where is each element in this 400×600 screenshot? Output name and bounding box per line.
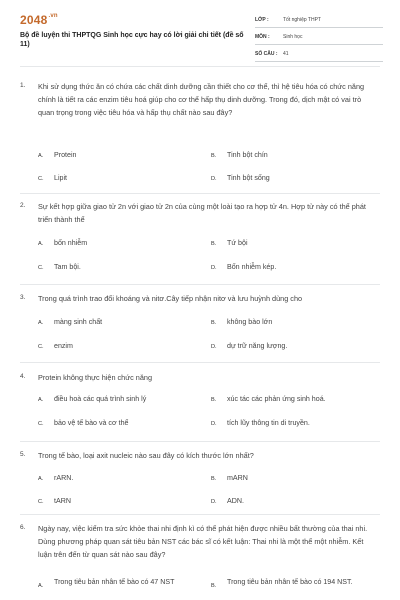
question-text: Trong quá trình trao đổi khoáng và nitơ.Cây tiếp nhận nitơ và lưu huỳnh dùng cho — [38, 294, 303, 303]
option-c[interactable] — [38, 418, 128, 430]
question-text: Ngày nay, việc kiểm tra sức khỏe thai nhi định kì có thể phát hiện được nhiều bất thường của thai nhi. Dùng phương pháp quan sát tiêu bản NST các bác sĩ có kết luận: Thai nhi là một thể một nhiễm. Kết luận trên đến từ quan sát nào sau đây? — [38, 524, 368, 559]
divider — [20, 66, 380, 67]
option-text: Tinh bột chín — [227, 151, 268, 159]
question-text: Trong tế bào, loại axit nucleic nào sau đây có kích thước lớn nhất? — [38, 451, 254, 460]
option-text: ADN. — [227, 497, 244, 505]
option-text: Bốn nhiễm kép. — [227, 263, 277, 271]
option-label: D. — [211, 344, 217, 350]
question-number: 2. — [20, 202, 26, 209]
option-c[interactable] — [38, 496, 71, 508]
logo-text: 2048 — [20, 13, 48, 27]
meta-value-count: 41 — [283, 51, 289, 57]
option-label: B. — [211, 153, 217, 159]
option-text: enzim — [54, 342, 73, 350]
option-label: A. — [38, 397, 44, 403]
option-a[interactable] — [38, 238, 87, 250]
option-d[interactable] — [211, 262, 276, 274]
option-c[interactable] — [38, 341, 73, 353]
meta-key: LỚP : — [255, 17, 269, 23]
site-logo[interactable] — [20, 13, 58, 27]
divider — [20, 441, 380, 442]
option-b[interactable] — [211, 577, 371, 592]
page-header — [0, 0, 400, 60]
option-label: C. — [38, 421, 44, 427]
option-label: B. — [211, 241, 217, 247]
option-c[interactable] — [38, 262, 81, 274]
option-text: Trong tiêu bản nhân tế bào có 194 NST. — [227, 578, 353, 586]
option-text: Tinh bột sống — [227, 174, 270, 182]
meta-key: SỐ CÂU : — [255, 51, 278, 57]
option-label: C. — [38, 265, 44, 271]
option-label: C. — [38, 499, 44, 505]
option-c[interactable] — [38, 173, 67, 185]
option-label: B. — [211, 476, 217, 482]
option-text: không bào lớn — [227, 318, 273, 326]
option-text: mARN — [227, 474, 248, 482]
meta-row-subject — [255, 31, 383, 45]
option-text: dự trữ năng lượng. — [227, 342, 288, 350]
meta-row-class — [255, 14, 383, 28]
option-text: xúc tác các phản ứng sinh hoá. — [227, 395, 326, 403]
option-a[interactable] — [38, 473, 73, 485]
option-label: D. — [211, 499, 217, 505]
divider — [20, 514, 380, 515]
option-label: A. — [38, 476, 44, 482]
option-a[interactable] — [38, 394, 146, 406]
option-label: D. — [211, 265, 217, 271]
option-text: bốn nhiễm — [54, 239, 88, 247]
question-number: 5. — [20, 451, 26, 458]
option-label: A. — [38, 241, 44, 247]
option-label: D. — [211, 421, 217, 427]
option-text: điều hoà các quá trình sinh lý — [54, 395, 147, 403]
divider — [20, 193, 380, 194]
option-text: Trong tiêu bản nhân tế bào có 47 NST — [54, 578, 175, 586]
option-a[interactable] — [38, 577, 198, 592]
option-text: Protein — [54, 151, 77, 159]
option-label: B. — [211, 583, 217, 589]
question-number: 3. — [20, 294, 26, 301]
meta-key: MÔN : — [255, 34, 270, 40]
option-b[interactable] — [211, 317, 272, 329]
option-b[interactable] — [211, 473, 248, 485]
question-number: 1. — [20, 82, 26, 89]
option-text: tích lũy thông tin di truyền. — [227, 419, 310, 427]
option-label: D. — [211, 176, 217, 182]
option-label: B. — [211, 397, 217, 403]
option-text: rARN. — [54, 474, 74, 482]
question-text: Khi sử dụng thức ăn có chứa các chất dinh dưỡng cần thiết cho cơ thể, thì hệ tiêu hóa có chức năng chính là tiết ra các enzim tiêu hoá giúp cho cơ thể hấp thụ dinh dưỡng. Trong đó, dịch mật có vai trò quan trọng trong việc tiêu hóa và hấp thụ chất nào sau đây? — [38, 82, 365, 117]
option-d[interactable] — [211, 341, 287, 353]
option-label: C. — [38, 344, 44, 350]
option-text: bảo vệ tế bào và cơ thể — [54, 419, 129, 427]
meta-panel — [255, 14, 383, 65]
question-text: Protein không thực hiện chức năng — [38, 373, 153, 382]
option-d[interactable] — [211, 173, 270, 185]
option-text: màng sinh chất — [54, 318, 103, 326]
option-label: A. — [38, 320, 44, 326]
document-title: Bộ đề luyện thi THPTQG Sinh học cực hay có lời giải chi tiết (đề số 11) — [20, 32, 244, 48]
option-a[interactable] — [38, 150, 76, 162]
option-text: tARN — [54, 497, 71, 505]
meta-value-subject: Sinh học — [283, 34, 303, 40]
option-b[interactable] — [211, 238, 248, 250]
meta-value-class: Tốt nghiệp THPT — [283, 17, 321, 23]
divider — [20, 362, 380, 363]
option-label: A. — [38, 153, 44, 159]
option-label: A. — [38, 583, 44, 589]
logo-suffix: .vn — [48, 13, 58, 19]
option-b[interactable] — [211, 394, 326, 406]
question-number: 6. — [20, 524, 26, 531]
option-label: C. — [38, 176, 44, 182]
option-text: Tứ bội — [227, 239, 248, 247]
meta-row-count — [255, 48, 383, 62]
option-a[interactable] — [38, 317, 102, 329]
option-label: B. — [211, 320, 217, 326]
option-d[interactable] — [211, 496, 244, 508]
option-d[interactable] — [211, 418, 310, 430]
option-text: Tam bội. — [54, 263, 81, 271]
divider — [20, 284, 380, 285]
question-number: 4. — [20, 373, 26, 380]
question-text: Sự kết hợp giữa giao tử 2n với giao tử 2n của cùng một loài tạo ra hợp tử 4n. Hợp tử này có thể phát triển thành thể — [38, 202, 366, 224]
option-b[interactable] — [211, 150, 268, 162]
option-text: Lipit — [54, 174, 68, 182]
